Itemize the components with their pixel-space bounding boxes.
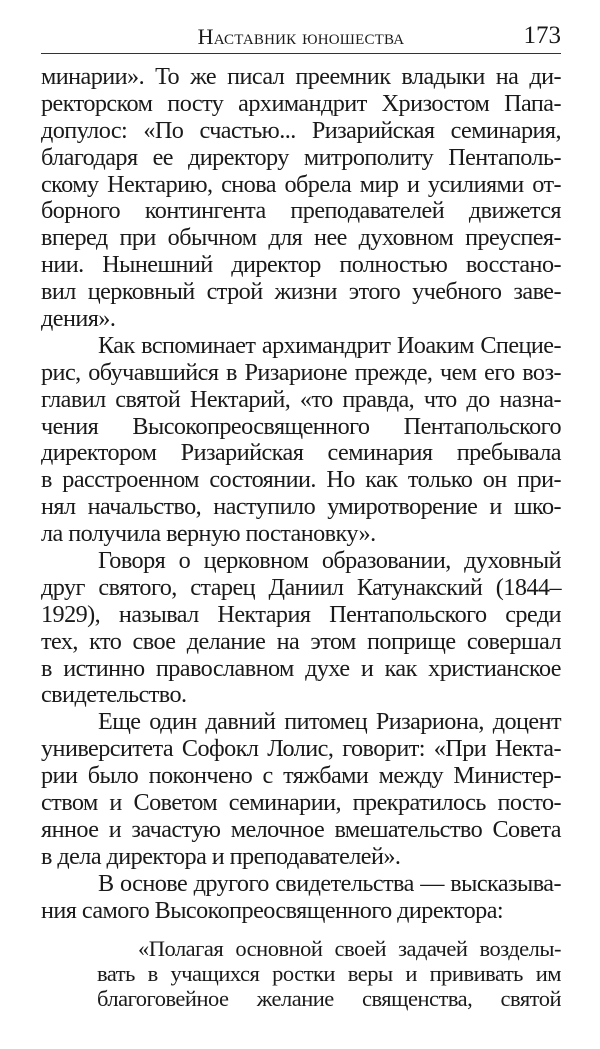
- text-line: 1929), называл Нектария Пентапольского среди: [41, 600, 561, 628]
- text-line: тех, кто свое делание на этом поприще совершал: [41, 627, 561, 655]
- text-line: ректорском посту архимандрит Хризостом Папа-: [41, 89, 561, 117]
- text-line: в расстроенном состоянии. Но как только он при-: [41, 466, 561, 494]
- text-line: ла получила верную постановку».: [41, 520, 376, 548]
- text-line: чения Высокопреосвященного Пентапольского: [41, 412, 561, 440]
- text-line: дения».: [41, 305, 116, 333]
- header-rule: [41, 53, 561, 54]
- text-line: нии. Нынешний директор полностью восстано-: [41, 251, 561, 279]
- text-line: нял начальство, наступило умиротворение и шко-: [41, 493, 561, 521]
- text-line: борного контингента преподавателей движется: [41, 197, 561, 225]
- text-line: «Полагая основной своей задачей возделы-: [138, 936, 561, 961]
- text-line: В основе другого свидетельства — высказыва-: [98, 869, 561, 897]
- text-line: свидетельство.: [41, 681, 187, 709]
- text-line: Говоря о церковном образовании, духовный: [98, 547, 561, 575]
- text-line: ством и Советом семинарии, прекратилось посто-: [41, 789, 561, 817]
- text-line: вил церковный строй жизни этого учебного заве-: [41, 278, 561, 306]
- text-line: в дела директора и преподавателей».: [41, 842, 401, 870]
- text-line: благодаря ее директору митрополиту Пентаполь-: [41, 143, 561, 171]
- body-text: [41, 64, 561, 925]
- text-line: друг святого, старец Даниил Катунакский (1844–: [41, 573, 561, 601]
- text-line: рис, обучавшийся в Ризарионе прежде, чем его воз-: [41, 358, 561, 386]
- text-line: рии было покончено с тяжбами между Министер-: [41, 762, 561, 790]
- text-line: янное и зачастую мелочное вмешательство Совета: [41, 815, 561, 843]
- text-line: благоговейное желание священства, святой: [97, 986, 561, 1011]
- text-line: в истинно православном духе и как христианское: [41, 654, 561, 682]
- block-quote: [97, 936, 561, 1011]
- text-line: вперед при обычном для нее духовном преуспея-: [41, 224, 561, 252]
- text-line: ния самого Высокопреосвященного директора:: [41, 896, 504, 924]
- text-line: допулос: «По счастью... Ризарийская семинария,: [41, 116, 561, 144]
- running-head: [41, 22, 561, 52]
- text-line: скому Нектарию, снова обрела мир и усилиями от-: [41, 170, 561, 198]
- text-line: Как вспоминает архимандрит Иоаким Специе-: [98, 331, 561, 359]
- text-line: Еще один давний питомец Ризариона, доцент: [98, 708, 561, 736]
- page-number: 173: [523, 22, 561, 49]
- text-line: директором Ризарийская семинария пребывала: [41, 439, 561, 467]
- text-line: вать в учащихся ростки веры и прививать им: [97, 961, 561, 986]
- text-line: минарии». То же писал преемник владыки на ди-: [41, 63, 561, 90]
- running-title: Наставник юношества: [197, 24, 405, 49]
- text-line: главил святой Нектарий, «то правда, что до назна-: [41, 385, 561, 413]
- text-line: университета Софокл Лолис, говорит: «При Некта-: [41, 735, 561, 763]
